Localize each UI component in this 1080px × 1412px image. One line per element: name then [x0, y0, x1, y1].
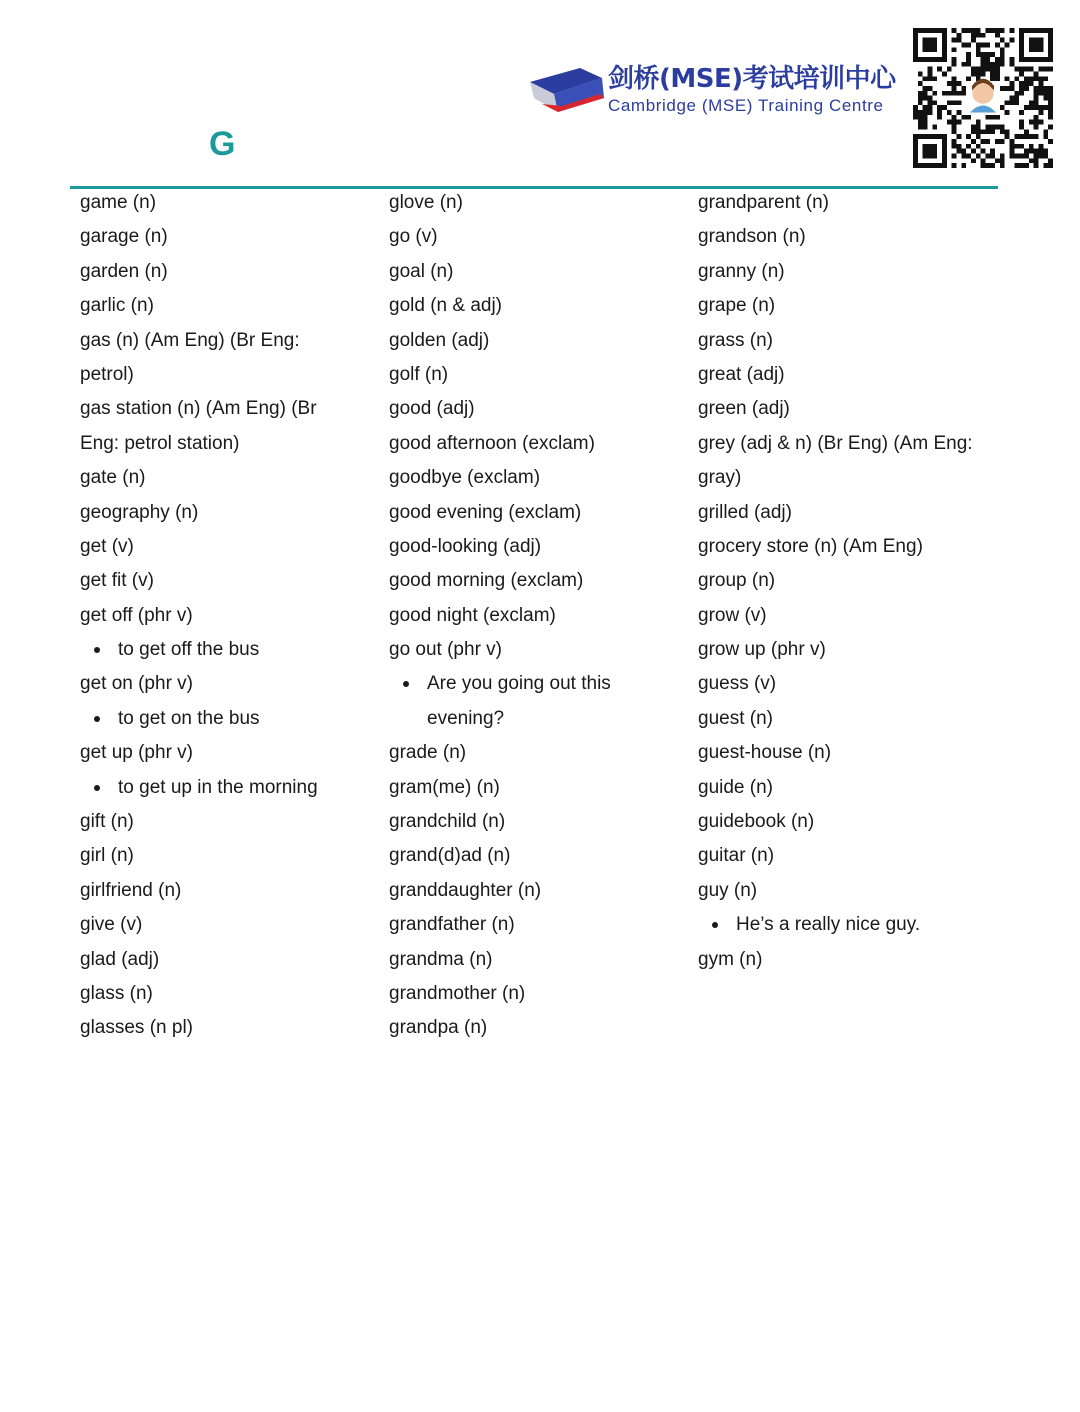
entry-text: gate (n) [80, 467, 146, 489]
entry-text: granny (n) [698, 260, 785, 282]
entry-text: glad (adj) [80, 948, 160, 970]
entry-text: grocery store (n) (Am Eng) [698, 535, 923, 557]
entry-text: game (n) [80, 192, 157, 213]
entry-text: green (adj) [698, 398, 790, 420]
entry-text: grow (v) [698, 604, 767, 626]
entry-text: grandfather (n) [389, 914, 515, 936]
word-entry [389, 186, 689, 220]
example-sentence [80, 771, 380, 805]
entry-text: geography (n) [80, 501, 199, 523]
entry-text: grandmother (n) [389, 982, 526, 1004]
example-sentence [80, 633, 380, 667]
word-entry [698, 289, 998, 323]
brand-logo-icon [528, 64, 606, 120]
entry-text: get on (phr v) [80, 673, 193, 695]
entry-text: to get on the bus [118, 707, 260, 729]
entry-text: go (v) [389, 226, 438, 248]
word-entry [698, 771, 998, 805]
entry-text: good (adj) [389, 398, 475, 420]
word-entry [80, 220, 380, 254]
entry-text: good afternoon (exclam) [389, 432, 595, 454]
word-entry [389, 358, 689, 392]
word-entry [698, 667, 998, 701]
word-entry [80, 255, 380, 289]
entry-text: gram(me) (n) [389, 776, 500, 798]
example-sentence [389, 702, 689, 736]
word-entry [389, 496, 689, 530]
word-entry [389, 908, 689, 942]
brand-name-chinese: 剑桥(MSE)考试培训中心 [608, 64, 896, 94]
word-entry [698, 358, 998, 392]
word-entry [80, 392, 380, 426]
entry-text: glass (n) [80, 982, 153, 1004]
word-entry [389, 255, 689, 289]
word-entry [389, 564, 689, 598]
entry-text: guy (n) [698, 879, 758, 901]
entry-text: grandma (n) [389, 948, 493, 970]
entry-text: group (n) [698, 570, 776, 592]
entry-text: golden (adj) [389, 329, 490, 351]
word-entry [80, 496, 380, 530]
word-entry [389, 324, 689, 358]
entry-text: garden (n) [80, 260, 168, 282]
entry-text: grandson (n) [698, 226, 806, 248]
word-entry [80, 839, 380, 873]
entry-text: grass (n) [698, 329, 773, 351]
entry-text: get off (phr v) [80, 604, 193, 626]
word-entry [698, 736, 998, 770]
word-entry [80, 977, 380, 1011]
qr-code-icon[interactable] [913, 28, 1053, 168]
entry-text: grandpa (n) [389, 1017, 488, 1039]
word-entry [389, 805, 689, 839]
word-entry [389, 289, 689, 323]
word-entry [698, 530, 998, 564]
word-entry [80, 564, 380, 598]
example-sentence [698, 908, 998, 942]
entry-text: grey (adj & n) (Br Eng) (Am Eng: [698, 432, 973, 454]
word-entry [698, 943, 998, 977]
entry-text: gas (n) (Am Eng) (Br Eng: [80, 329, 300, 351]
entry-text: gold (n & adj) [389, 295, 503, 317]
entry-text: He’s a really nice guy. [736, 914, 921, 936]
word-entry [389, 220, 689, 254]
entry-text: glove (n) [389, 192, 463, 213]
entry-text: to get off the bus [118, 639, 260, 661]
word-entry [80, 427, 380, 461]
word-entry [698, 633, 998, 667]
entry-text: girl (n) [80, 845, 134, 867]
entry-text: go out (phr v) [389, 639, 502, 661]
entry-text: good-looking (adj) [389, 535, 542, 557]
entry-text: grandchild (n) [389, 811, 506, 833]
entry-text: Are you going out this [427, 673, 611, 695]
word-entry [80, 805, 380, 839]
word-entry [698, 324, 998, 358]
word-entry [80, 943, 380, 977]
word-entry [698, 564, 998, 598]
word-entry [389, 461, 689, 495]
word-entry [80, 324, 380, 358]
entry-text: guidebook (n) [698, 811, 815, 833]
entry-text: evening? [427, 707, 505, 729]
entry-text: grandparent (n) [698, 192, 829, 213]
word-entry [698, 874, 998, 908]
entry-text: guess (v) [698, 673, 777, 695]
entry-text: to get up in the morning [118, 776, 318, 798]
word-entry [80, 186, 380, 220]
word-entry [389, 977, 689, 1011]
word-entry [80, 530, 380, 564]
word-entry [698, 220, 998, 254]
word-entry [389, 530, 689, 564]
word-entry [80, 461, 380, 495]
word-entry [698, 186, 998, 220]
entry-text: granddaughter (n) [389, 879, 542, 901]
entry-text: grand(d)ad (n) [389, 845, 511, 867]
entry-text: girlfriend (n) [80, 879, 182, 901]
entry-text: get up (phr v) [80, 742, 193, 764]
entry-text: goodbye (exclam) [389, 467, 541, 489]
word-entry [389, 839, 689, 873]
entry-text: guest-house (n) [698, 742, 832, 764]
entry-text: get fit (v) [80, 570, 154, 592]
entry-text: goal (n) [389, 260, 454, 282]
entry-text: grow up (phr v) [698, 639, 826, 661]
entry-text: grilled (adj) [698, 501, 792, 523]
word-entry [698, 427, 998, 461]
page-header [0, 0, 1080, 190]
word-column-3 [698, 186, 998, 977]
entry-text: golf (n) [389, 363, 449, 385]
entry-text: guest (n) [698, 707, 773, 729]
word-entry [698, 599, 998, 633]
entry-text: Eng: petrol station) [80, 432, 240, 454]
brand-logo [528, 62, 908, 122]
entry-text: garage (n) [80, 226, 168, 248]
word-entry [389, 633, 689, 667]
word-entry [389, 771, 689, 805]
entry-text: guide (n) [698, 776, 773, 798]
word-entry [698, 702, 998, 736]
bullet-icon [94, 716, 100, 722]
entry-text: garlic (n) [80, 295, 154, 317]
word-entry [698, 805, 998, 839]
entry-text: grade (n) [389, 742, 467, 764]
word-entry [80, 736, 380, 770]
entry-text: petrol) [80, 363, 134, 385]
entry-text: gift (n) [80, 811, 134, 833]
entry-text: guitar (n) [698, 845, 775, 867]
entry-text: good morning (exclam) [389, 570, 584, 592]
word-entry [389, 943, 689, 977]
word-entry [389, 427, 689, 461]
entry-text: gym (n) [698, 948, 763, 970]
word-entry [698, 255, 998, 289]
word-entry [80, 908, 380, 942]
entry-text: gray) [698, 467, 742, 489]
word-entry [698, 392, 998, 426]
entry-text: get (v) [80, 535, 134, 557]
entry-text: good night (exclam) [389, 604, 556, 626]
word-entry [389, 874, 689, 908]
word-entry [389, 1011, 689, 1045]
brand-name-english: Cambridge (MSE) Training Centre [608, 96, 884, 115]
entry-text: good evening (exclam) [389, 501, 582, 523]
word-entry [80, 289, 380, 323]
example-sentence [80, 702, 380, 736]
entry-text: gas station (n) (Am Eng) (Br [80, 398, 317, 420]
entry-text: glasses (n pl) [80, 1017, 193, 1039]
word-entry [389, 392, 689, 426]
bullet-icon [94, 785, 100, 791]
word-entry [698, 461, 998, 495]
word-entry [389, 599, 689, 633]
word-column-1 [80, 186, 380, 1046]
word-entry [80, 358, 380, 392]
word-entry [80, 874, 380, 908]
word-entry [80, 1011, 380, 1045]
word-entry [698, 839, 998, 873]
example-sentence [389, 667, 689, 701]
word-entry [80, 667, 380, 701]
word-column-2 [389, 186, 689, 1046]
entry-text: give (v) [80, 914, 143, 936]
entry-text: grape (n) [698, 295, 776, 317]
word-entry [80, 599, 380, 633]
entry-text: great (adj) [698, 363, 785, 385]
section-letter: G [209, 125, 236, 163]
word-entry [389, 736, 689, 770]
word-entry [698, 496, 998, 530]
